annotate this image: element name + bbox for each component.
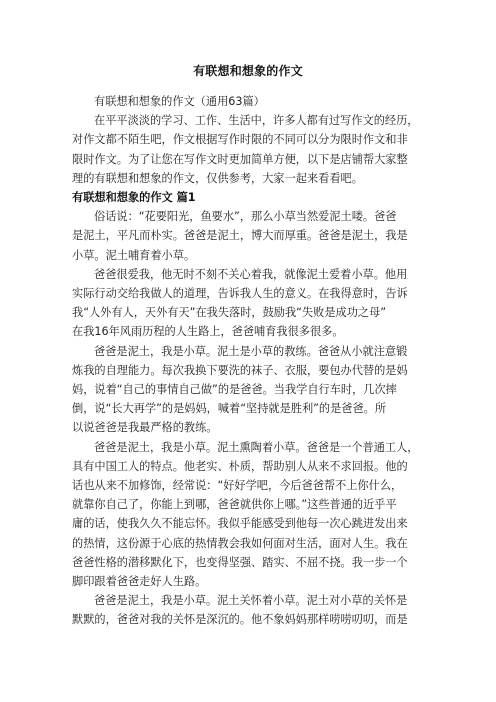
intro-paragraph [72,111,430,188]
paragraph-line: 具有中国工人的特点。他老实、朴质，帮助别人从来不求回报。他的 [72,459,408,473]
paragraph-line: 庸的话，使我久久不能忘怀。我似乎能感受到他每一次心跳进发出来 [72,517,408,531]
paragraph-line: 实际行动交给我做人的道理，告诉我人生的意义。在我得意时，告诉 [72,287,408,301]
paragraph-line: 在我16年风雨历程的人生路上，爸爸哺育我很多很多。 [72,325,344,339]
body-paragraph-1 [72,207,430,265]
document-body [72,92,430,630]
document-title: 有联想和想象的作文 [193,64,303,78]
paragraph-line: 话也从来不加修饰，经常说：“好好学吧，今后爸爸帮不上你什么， [72,479,403,493]
paragraph-line: 就靠你自己了，你能上到哪，爸爸就供你上哪。”这些普通的近乎平 [72,498,397,512]
intro-line: 对作文都不陌生吧，作文根据写作时限的不同可以分为限时作文和非 [72,133,408,147]
paragraph-line: 脚印跟着爸爸走好人生路。 [72,575,207,589]
intro-line: 理的有联想和想象的作文，仅供参考，大家一起来看看吧。 [72,171,363,185]
paragraph-line: 俗话说：“花要阳光，鱼要水”，那么小草当然爱泥土喽。爸爸 [94,210,397,224]
paragraph-line: 默默的，爸爸对我的关怀是深沉的。他不象妈妈那样唠唠叨叨，而是 [72,613,408,627]
paragraph-line: 爸爸是泥土，我是小草。泥土是小草的教练。爸爸从小就注意锻 [94,344,408,358]
paragraph-line: 小草。泥土哺育着小草。 [72,248,196,262]
body-paragraph-2 [72,265,430,342]
paragraph-line: 炼我的自理能力。每次我换下要洗的袜子、衣服，要包办代替的是妈 [72,363,408,377]
intro-line: 在平平淡淡的学习、工作、生活中，许多人都有过写作文的经历， [94,114,419,128]
paragraph-line: 爸爸是泥土，我是小草。泥土熏陶着小草。爸爸是一个普通工人， [94,440,419,454]
body-paragraph-5 [72,591,430,629]
intro-title: 有联想和想象的作文（通用63篇） [94,95,265,108]
intro-line: 限时作文。为了让您在写作文时更加简单方便，以下是店铺帮大家整 [72,152,408,166]
paragraph-line: 爸爸是泥土，我是小草。泥土关怀着小草。泥土对小草的关怀是 [94,594,408,608]
paragraph-line: 我“人外有人，天外有天”在我失落时，鼓励我“失败是成功之母” [72,306,387,320]
paragraph-line: 妈，说着“自己的事情自己做”的是爸爸。当我学自行车时，几次摔 [72,383,397,397]
body-paragraph-3 [72,342,430,438]
body-paragraph-4 [72,438,430,592]
paragraph-line: 的热情，这份源于心底的热情教会我如何面对生活，面对人生。我在 [72,536,408,550]
paragraph-line: 爸爸性格的潜移默化下，也变得坚强、踏实、不屈不挠。我一步一个 [72,555,408,569]
paragraph-line: 以说爸爸是我最严格的教练。 [72,421,218,435]
paragraph-line: 爸爸很爱我，他无时不刻不关心着我，就像泥土爱着小草。他用 [94,267,408,281]
paragraph-line: 是泥土，平凡而朴实。爸爸是泥土，博大而厚重。爸爸是泥土，我是 [72,229,408,243]
paragraph-line: 倒，说“长大再学”的是妈妈，喊着“坚持就是胜利”的是爸爸。所 [72,402,387,416]
section-heading: 有联想和想象的作文 篇1 [72,191,196,205]
